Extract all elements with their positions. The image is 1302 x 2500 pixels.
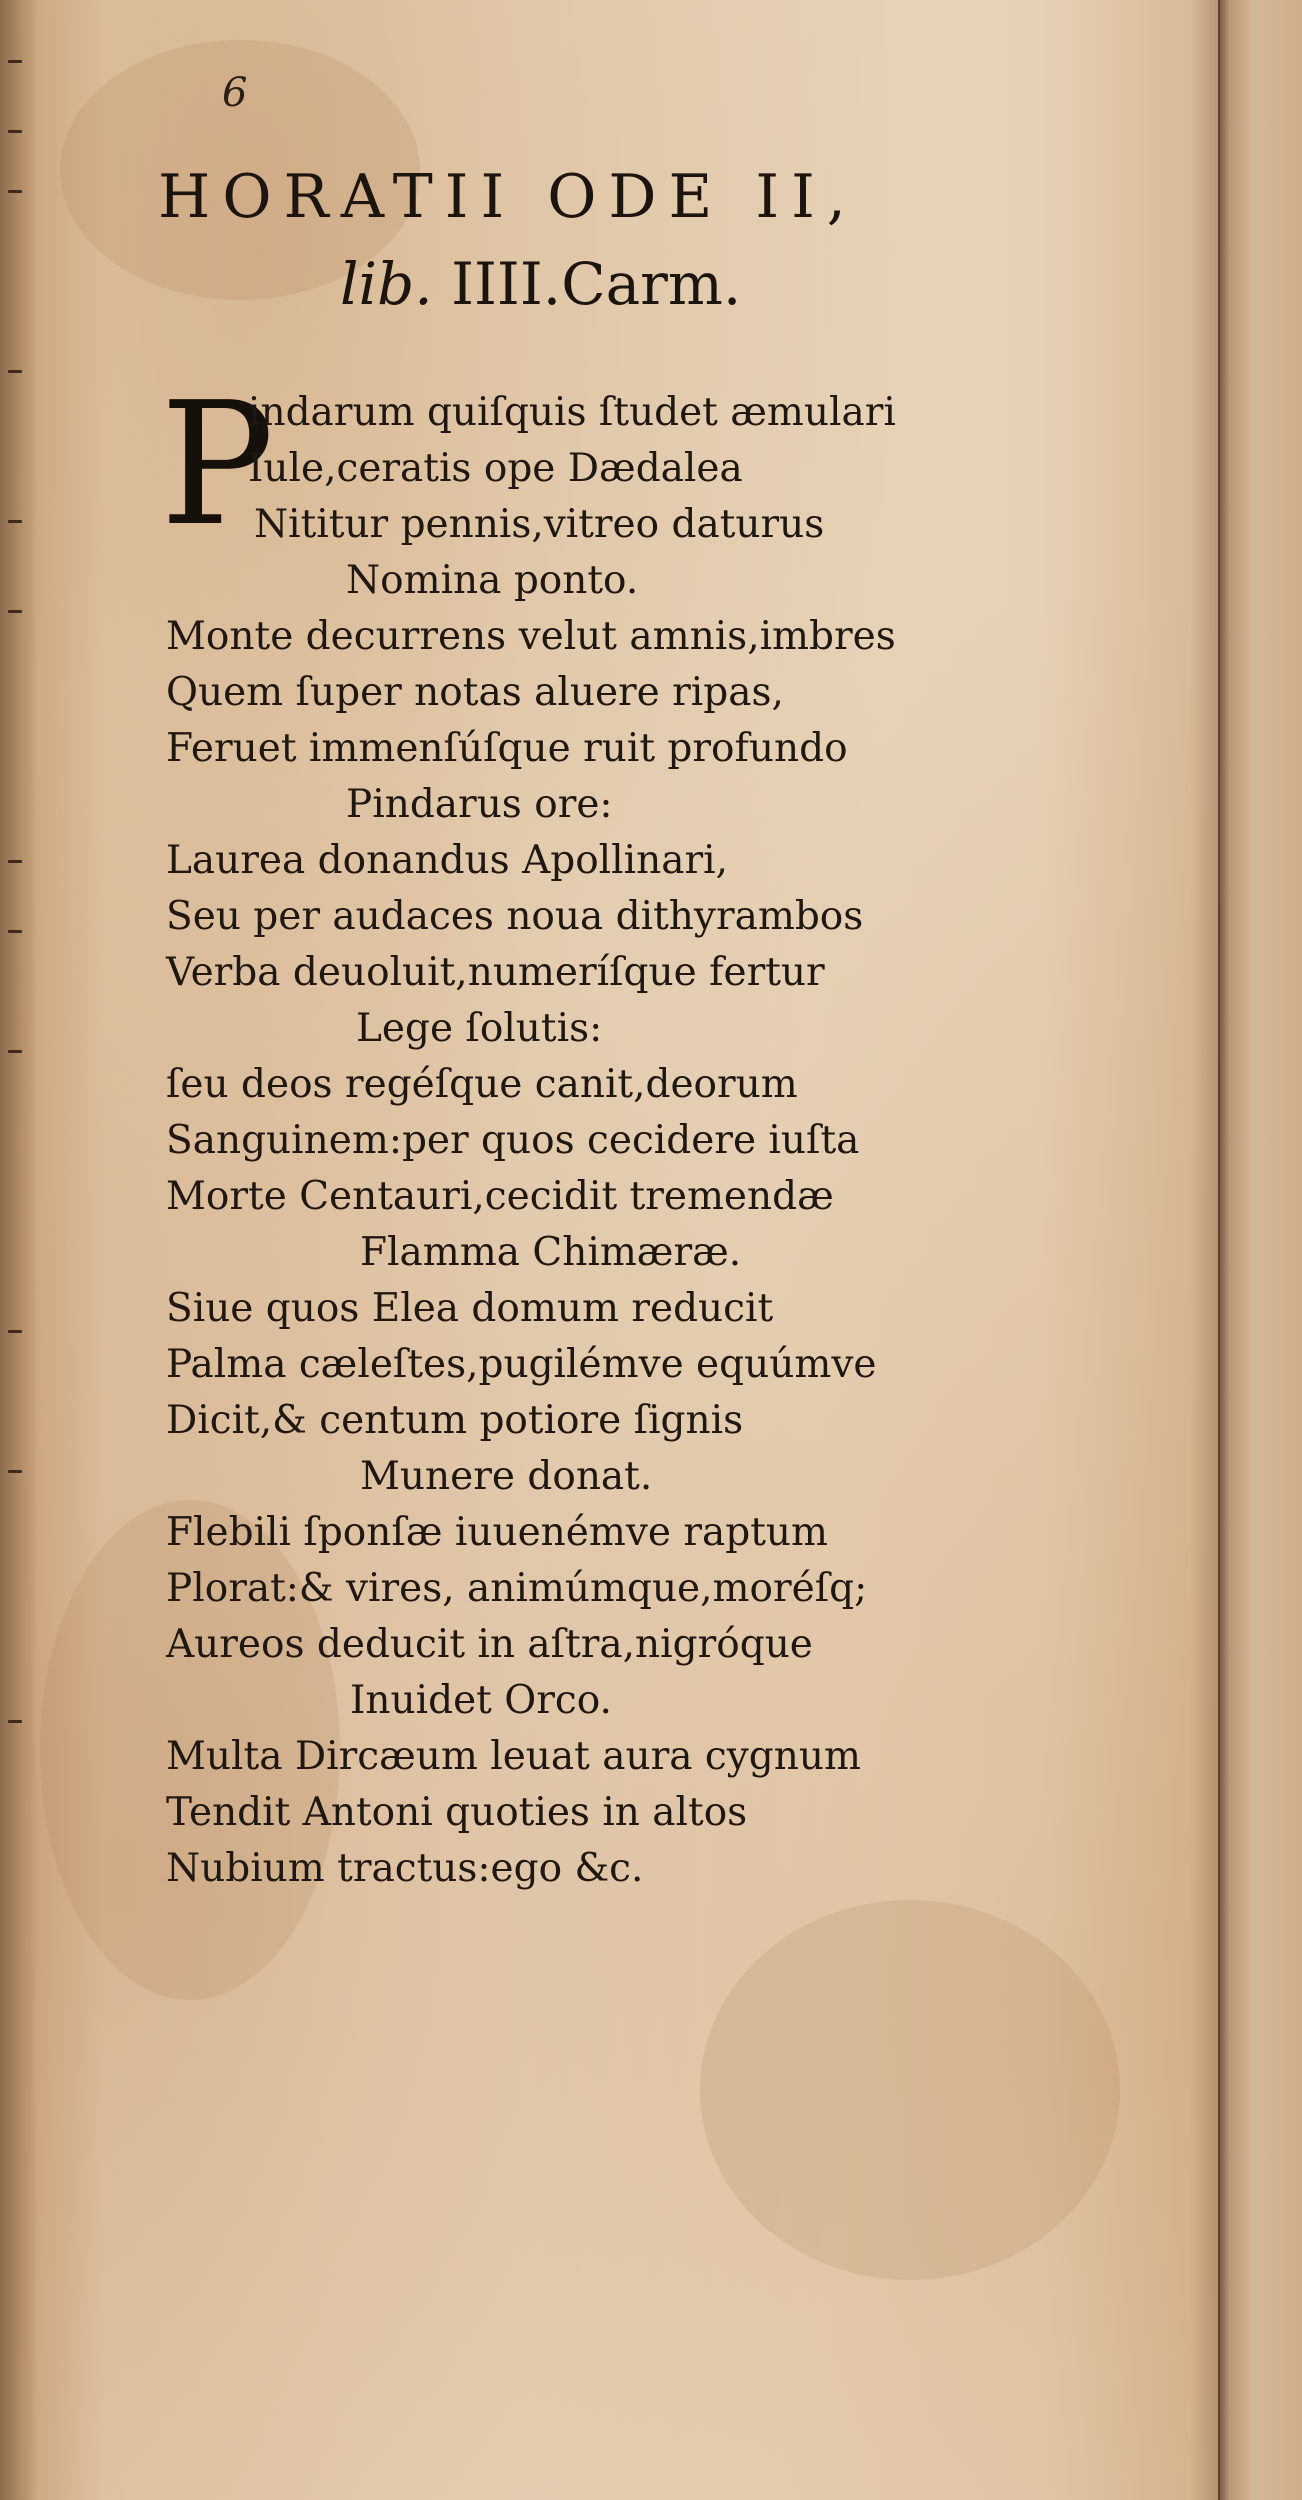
verse-line: Laurea donandus Apollinari, [166, 838, 728, 883]
drop-cap: P [160, 366, 275, 564]
verse-line: Morte Centauri,cecidit tremendæ [166, 1174, 834, 1219]
verse-line: indarum quiſquis ſtudet æmulari [248, 390, 896, 435]
verse-line: Verba deuoluit,numeríſque fertur [166, 950, 825, 995]
verse-line: Feruet immenſúſque ruit profundo [166, 726, 848, 771]
verse-line: Inuidet Orco. [350, 1678, 612, 1723]
verse-line: Multa Dircæum leuat aura cygnum [166, 1734, 861, 1779]
verse-line: Aureos deducit in aſtra,nigróque [166, 1622, 813, 1667]
verse-line: Seu per audaces noua dithyrambos [166, 894, 864, 939]
verse-line: Flebili ſponſæ iuuenémve raptum [166, 1510, 828, 1555]
subtitle-book-number: IIII.Carm. [451, 250, 742, 318]
verse-line: Siue quos Elea domum reducit [166, 1286, 774, 1331]
subtitle-book-abbrev: lib. [340, 250, 433, 318]
verse-line: Sanguinem:per quos cecidere iuſta [166, 1118, 860, 1163]
verse-line: Flamma Chimæræ. [360, 1230, 742, 1275]
verse-line: Palma cæleſtes,pugilémve equúmve [166, 1342, 877, 1387]
verse-line: Monte decurrens velut amnis,imbres [166, 614, 896, 659]
verse-line: Tendit Antoni quoties in altos [166, 1790, 748, 1835]
verse-line: Lege ſolutis: [356, 1006, 603, 1051]
verse-line: Nomina ponto. [346, 558, 639, 603]
verse-line: Nubium tractus:ego &c. [166, 1846, 644, 1891]
verse-line: ſeu deos regéſque canit,deorum [166, 1062, 798, 1107]
verse-line: Nititur pennis,vitreo daturus [254, 502, 825, 547]
verse-line: Pindarus ore: [346, 782, 613, 827]
verse-line: Dicit,& centum potiore ſignis [166, 1398, 744, 1443]
ode-subtitle [340, 250, 741, 318]
verse-line: Quem ſuper notas aluere ripas, [166, 670, 784, 715]
page-number: 6 [222, 70, 248, 116]
verse-line: Plorat:& vires, animúmque,moréſq; [166, 1566, 868, 1611]
ode-title: HORATII ODE II, [158, 162, 858, 232]
verse-line: Munere donat. [360, 1454, 653, 1499]
verse-line: Iule,ceratis ope Dædalea [248, 446, 743, 491]
